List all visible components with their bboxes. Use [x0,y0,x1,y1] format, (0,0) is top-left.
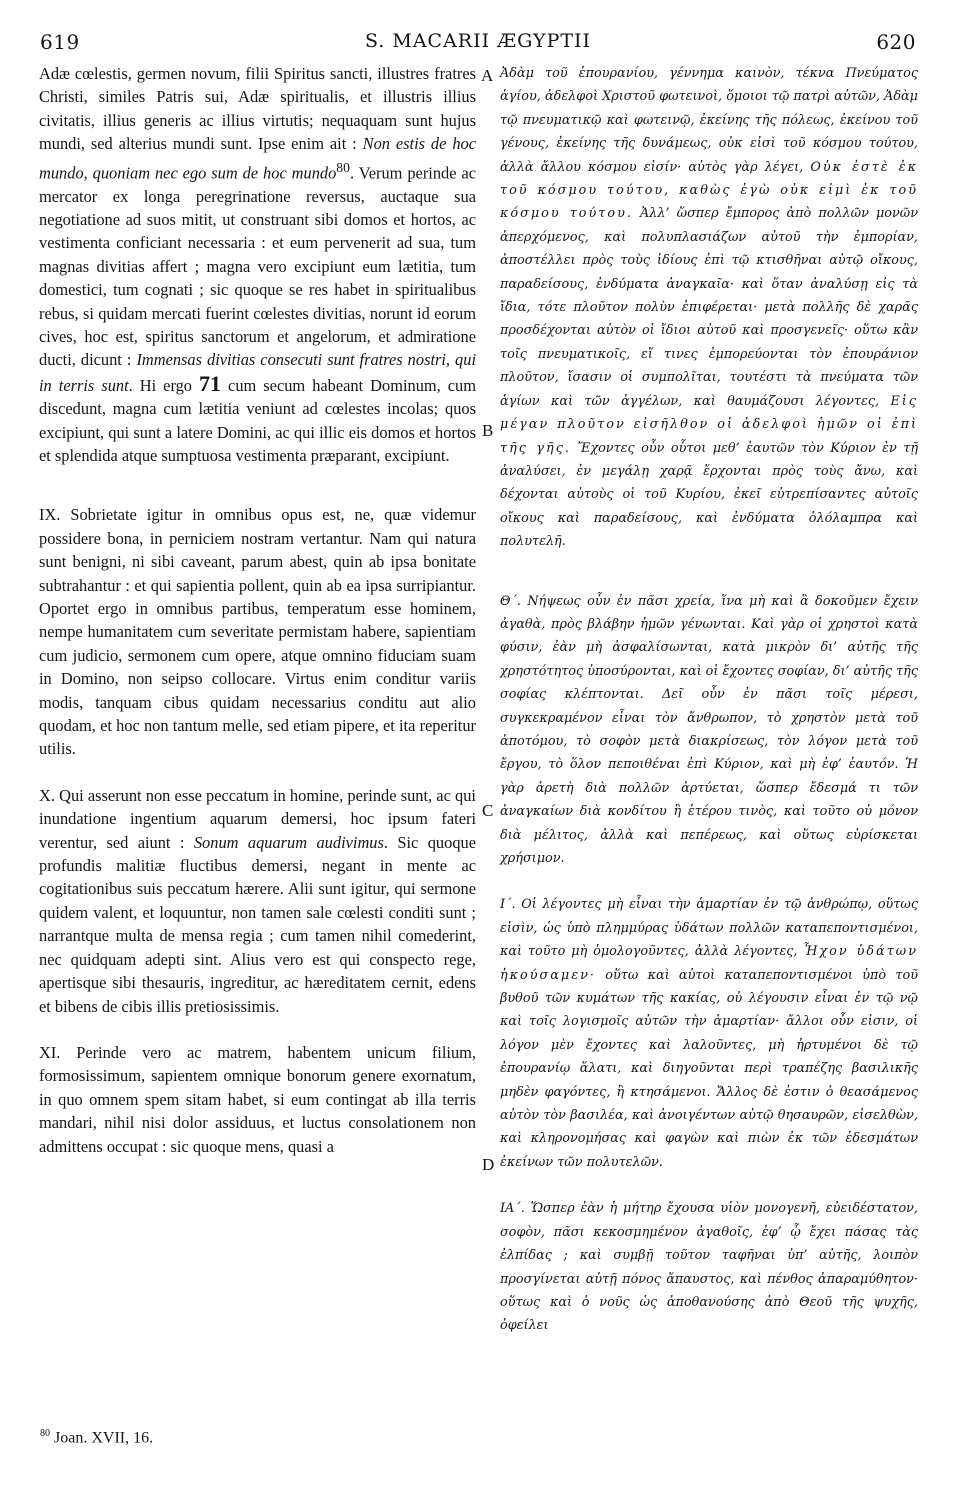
running-title: S. MACARII ÆGYPTII [364,30,592,52]
section-marker-a: A [481,66,494,85]
footnote-number: 80 [40,1428,50,1439]
footnote-text: Joan. XVII, 16. [50,1429,154,1447]
greek-paragraph-2: Θ΄. Νήψεως οὖν ἐν πᾶσι χρεία, ἵνα μὴ καὶ ἃ δοκοῦμεν ἔχειν ἀγαθὰ, πρὸς βλάβην ἡμῶν γένωνται. Καὶ γὰρ οἱ χρηστοὶ κατὰ φύσιν, ἐὰν μὴ ἀσφαλίσωνται, κατὰ μικρὸν δι’ αὐτῆς τῆς χρηστότητος ὑποσύρονται, καὶ οἱ ἔχοντες σοφίαν, δι’ αὐτῆς τῆς σοφίας κλέπτονται. Δεῖ οὖν ἐν πᾶσι τοῖς μέρεσι, συγκεκραμένον εἶναι τὸν ἄνθρωπον, τὸ χρηστὸν μετὰ τοῦ ἀποτόμου, τὸ σοφὸν μετὰ διακρίσεως, τὸν λόγον μετὰ τοῦ ἔργου, τὸ ὅλον πεποιθέναι ἐπὶ Κύριον, καὶ μὴ ἐφ’ ἑαυτόν. Ἡ γὰρ ἀρετὴ διὰ πολλῶν ἀρτύεται, ὥσπερ ἔδεσμά τι τῶν ἀναγκαίων διὰ κονδίτου ἢ ἑτέρου τινὸς, καὶ τοῦτο οὐ μόνον διὰ μέλιτος, ἀλλὰ καὶ πεπέρεως, καὶ οὕτως εὑρίσκεται χρήσιμον. [500,593,918,866]
greek-text: Ι΄. Οἱ λέγοντες μὴ εἶναι τὴν ἁμαρτίαν ἐν τῷ ἀνθρώπῳ, οὕτως εἰσὶν, ὡς ὑπὸ πλημμύρας ὑδάτων πολλῶν καταπεποντισμένοι, καὶ τοῦτο μὴ ὁμολογοῦντες, ἀλλὰ λέγοντες, [500,897,918,960]
greek-paragraph-3 [500,893,918,1174]
latin-paragraph-2: IX. Sobrietate igitur in omnibus opus est, ne, quæ videmur possidere bona, in perniciem nostram vertantur. Nam qui natura sunt benigni, ni sibi caveant, parum abest, quin ab ipsa bonitate subtrahantur : et qui sapientia pollent, quin ab ea ipsa surripiantur. Oportet ergo in omnibus partibus, temperatum esse hominem, nempe humanitatem cum severitate permistam habere, sapientiam cum judicio, sermonem cum opere, atque omnino fiduciam suam in Domino, non seipso collocare. Virtus enim conditur variis modis, tanquam cibus quidam necessarius conditu aut alio quodam, et hoc non tantum melle, sed etiam pipere, et ita reperitur utilis. [39,505,476,759]
latin-text: cum secum habeant Dominum, cum discedunt, magna cum lætitia veniunt ad cœlestes incolas; quos excipiunt, qui sunt a latere Domini, ac qui illic eis domos et hortos et splendida atque sumptuosa vestimenta præparant, excipiunt. [39,375,476,465]
greek-column [500,62,918,1338]
latin-text: Adæ cœlestis, germen novum, filii Spiritus sancti, illustres fratres Christi, similes Patris sui, Adæ spiritualis, et illustris illius civitatis, illius generis ac illius virtutis; nequaquam sunt hujus mundi, sed alterius mundi sunt. Ipse enim ait : [39,64,476,154]
greek-text: Ἀδὰμ τοῦ ἐπουρανίου, γέννημα καινὸν, τέκνα Πνεύματος ἁγίου, ἀδελφοὶ Χριστοῦ φωτεινοὶ, ὅμοιοι τῷ πατρὶ αὐτῶν, Ἀδὰμ τῷ πνευματικῷ καὶ φωτεινῷ, ἐκείνης τῆς πόλεως, ἐκείνου τοῦ γένους, ἐκείνης τῆς δυνάμεως, οὐκ εἰσὶ τοῦ κόσμου τούτου, ἀλλὰ ἄλλου κόσμου εἰσίν· αὐτὸς γὰρ λέγει, [500,66,918,175]
latin-paragraph-3 [39,784,476,1018]
greek-quote: Οὐκ ἐστὲ ἐκ τοῦ κόσμου τούτου, καθὼς ἐγὼ οὐκ εἰμὶ ἐκ τοῦ κόσμου τούτου. [500,159,918,222]
greek-quote: Ἦχον ὑδάτων ἠκούσαμεν· [500,944,918,983]
footnote-ref: 80 [336,159,350,175]
latin-paragraph-1 [39,62,476,467]
latin-text: . Sic quoque profundis malitiæ fluctibus demersi, negant in mente ac cogitationibus suis peccatum hærere. Alii sunt igitur, qui sermone quidem valent, et loquuntur, non tamen sale cœlesti conditi sunt ; narrantque multa de mensa regia ; cum tamen nihil comederint, nec quidquam adepti sint. Alius vero est qui conspecto rege, apertisque sibi thesauris, ingreditur, ac hæreditatem cernit, edens et bibens de cibis illis pretiosissimis. [39,832,476,1016]
latin-paragraph-4: XI. Perinde vero ac matrem, habentem unicum filium, formosissimum, sapientem omnique bonorum genere exornatum, in quo omnem spem sitam habet, si eum contingat ab illa terris mandari, nihil nisi dolor assiduus, et luctus consolationem non admittens occupat : sic quoque mens, quasi a [39,1042,476,1156]
latin-text: . Verum perinde ac mercator ex longa peregrinatione reversus, auctaque sua negotiatione ad suos mitit, ut construant sibi domos et hortos, ac vestimenta conficiant necessaria : et eum pervenerit ad sua, tum magnas divitias affert ; magna vero excipiunt eum lætitia, tum domestici, tum cognati ; sic quoque se res habet in spiritualibus rebus, si quidam mercati fuerint cœlestes divitias, norunt id eorum cives, hoc est, spiritus sanctorum et angelorum, et admiratione ducti, dicunt : [39,163,476,370]
greek-paragraph-4: ΙΑ΄. Ὥσπερ ἐὰν ἡ μήτηρ ἔχουσα υἱὸν μονογενῆ, εὐειδέστατον, σοφὸν, πᾶσι κεκοσμημένον ἀγαθοῖς, ἐφ’ ᾧ ἔχει πάσας τὰς ἐλπίδας ; καὶ συμβῇ τοῦτον ταφῆναι ὑπ’ αὐτῆς, λοιπὸν προσγίνεται αὐτῇ πόνος ἄπαυστος, καὶ πένθος ἀπαραμύθητον· οὕτως καὶ ὁ νοῦς ὡς ἀποθανούσης ἀπὸ Θεοῦ τῆς ψυχῆς, ὀφείλει [500,1201,918,1334]
footnote [40,1428,153,1447]
latin-quote: Sonum aquarum audivimus [193,832,384,852]
greek-text: Ἔχοντες οὖν οὗτοι μεθ’ ἑαυτῶν τὸν Κύριον ἐν τῇ ἀναλύσει, ἐν μεγάλῃ χαρᾷ ἔρχονται πρὸς τοὺς ἄνω, καὶ δέχονται αὐτοὺς οἱ τοῦ Κυρίου, ἐκεῖ εὐτρεπίσαντες αὐτοῖς οἴκους καὶ παραδείσους, καὶ ἐνδύματα ὁλόλαμπρα καὶ πολυτελῆ. [500,440,918,550]
latin-quote: Non estis de hoc mundo, quoniam nec ego sum de hoc mundo [39,134,476,183]
latin-text: . Hi ergo [128,375,200,395]
section-marker-d: D [482,1155,495,1174]
latin-quote: Immensas divitias consecuti sunt fratres nostri, qui in terris sunt [39,350,476,395]
page-number-left: 619 [40,30,80,54]
greek-text: Ἀλλ’ ὥσπερ ἔμπορος ἀπὸ πολλῶν μονῶν ἀπερχόμενος, καὶ πολυπλασιάζων αὐτοῦ τὴν ἐμπορίαν, ἀποστέλλει πρὸς τοὺς ἰδίους ἐπὶ τῷ κτισθῆναι αὐτῷ οἴκους, παραδείσους, ἐνδύματα ἀναγκαῖα· καὶ ὅταν ἀναλύσῃ εἰς τὰ ἴδια, τότε πλοῦτον πολὺν ἐπιφέρεται· μετὰ πολλῆς δὲ χαρᾶς προσδέχονται αὐτὸν οἱ ἴδιοι αὐτοῦ καὶ προσγενεῖς· οὕτω κἂν τοῖς πνευματικοῖς, εἴ τινες ἐμπορεύονται τὸν ἐπουράνιον πλοῦτον, ἴσασιν οἱ συμπολῖται, τουτέστι τὰ πνεύματα τῶν ἁγίων καὶ τῶν ἀγγέλων, καὶ θαυμάζουσι λέγοντες, [500,206,918,409]
greek-text: οὕτω καὶ αὐτοὶ καταπεποντισμένοι ὑπὸ τοῦ βυθοῦ τῶν κυμάτων τῆς κακίας, οὐ λέγουσιν εἶναι ἐν τῷ νῷ καὶ τοῖς λογισμοῖς αὐτῶν τὴν ἁμαρτίαν· ἄλλοι οὖν εἰσιν, οἱ λόγον μὲν ἔχοντες καὶ λαλοῦντες, μὴ ἠρτυμένοι δὲ τῷ ἐπουρανίῳ ἅλατι, καὶ διηγοῦνται περὶ τραπέζης βασιλικῆς μηδὲν φαγόντες, ἢ κτησάμενοι. Ἄλλος δὲ ἐστιν ὁ θεασάμενος αὐτὸν τὸν βασιλέα, καὶ ἀνοιγέντων αὐτῷ θησαυρῶν, εἰσελθὼν, καὶ κληρονομήσας καὶ φαγὼν καὶ πιὼν ἐκ τῶν ἐδεσμάτων ἐκείνων τῶν πολυτελῶν. [500,967,918,1170]
latin-text: X. Qui asserunt non esse peccatum in homine, perinde sunt, ac qui inundatione ingentium aquarum demersi, hoc ipsum fateri verentur, sed aiunt : [39,785,476,852]
running-header [0,30,956,60]
page-number-right: 620 [876,30,916,54]
latin-column [39,62,476,1158]
section-marker-c: C [482,801,494,820]
greek-paragraph-1 [500,62,918,554]
greek-quote: Εἰς μέγαν πλοῦτον εἰσῆλθον οἱ ἀδελφοὶ ἡμῶν οἱ ἐπὶ τῆς γῆς. [500,393,918,456]
section-marker-b: B [482,421,494,440]
margin-column-number: 71 [199,370,222,396]
